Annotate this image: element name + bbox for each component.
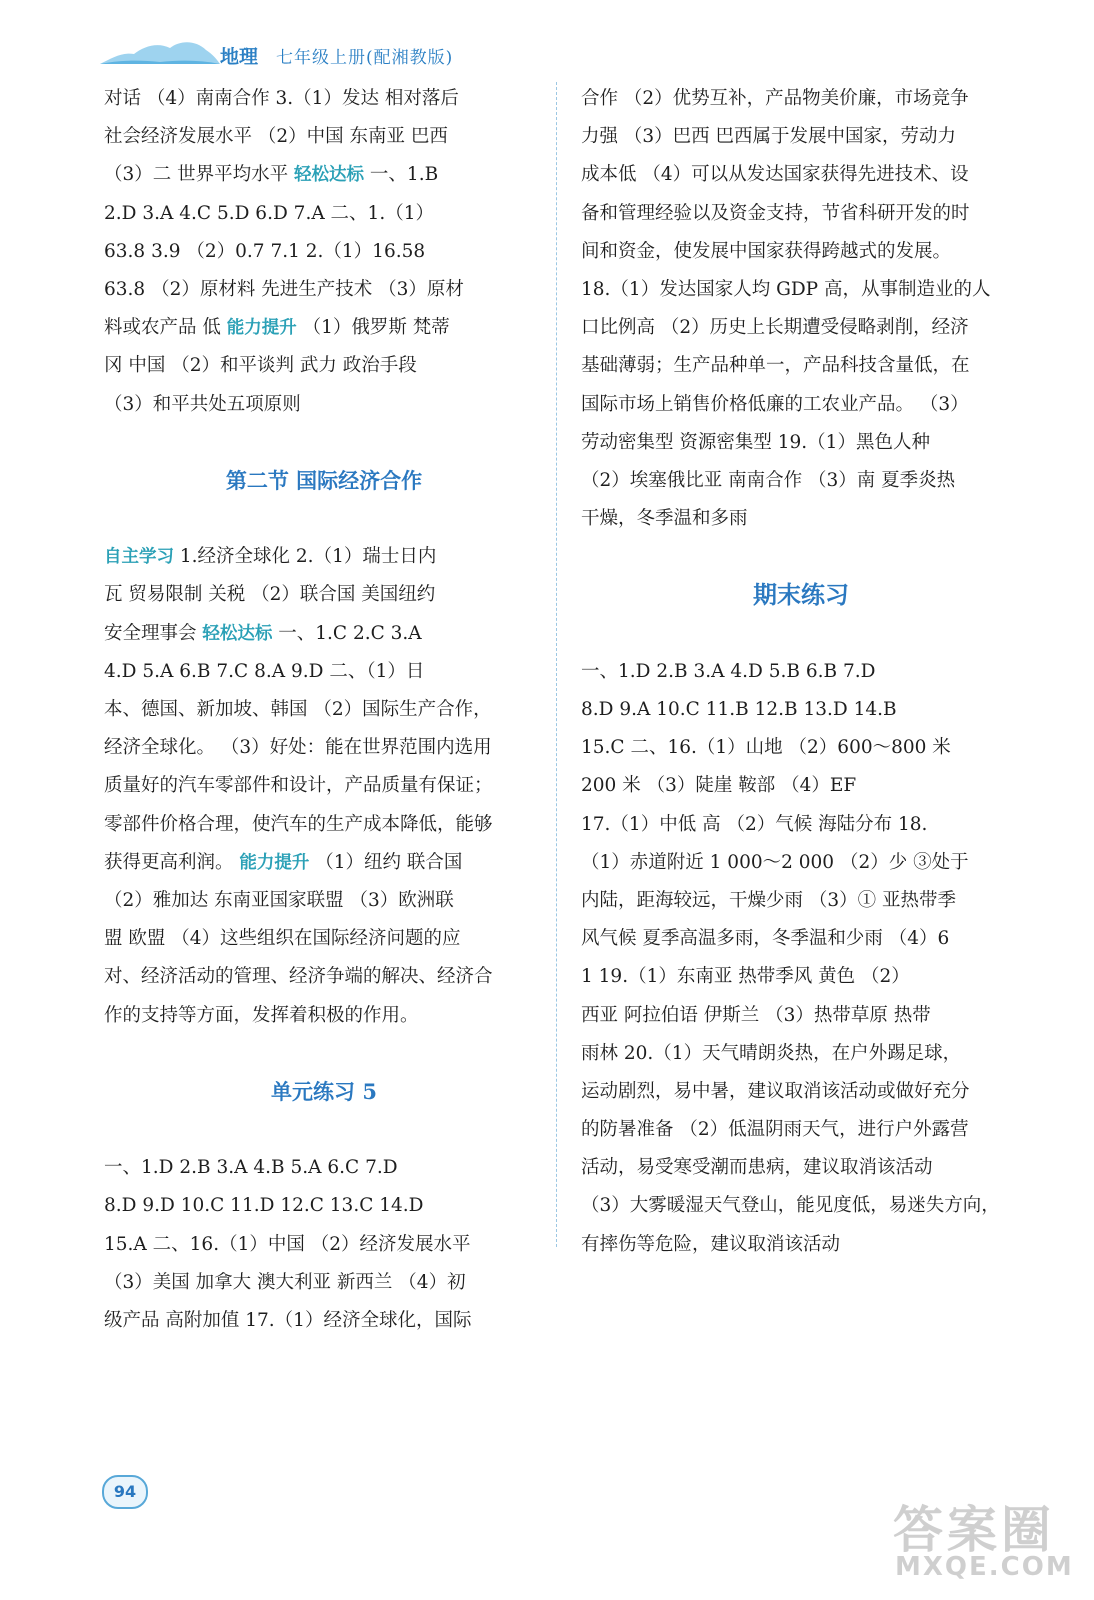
answer-text: 风气候 夏季高温多雨，冬季温和少雨 （4）6 (581, 928, 950, 950)
answer-line (581, 233, 1021, 271)
answer-text: 本、德国、新加坡、韩国 （2）国际生产合作， (104, 699, 492, 720)
answer-line (104, 691, 544, 729)
answer-line (104, 386, 544, 424)
answer-text: 作的支持等方面，发挥着积极的作用。 (104, 1004, 419, 1026)
answer-line (104, 882, 544, 920)
answer-line (104, 767, 544, 805)
right-lines-b (581, 653, 1021, 1264)
answer-text: 63.8 （2）原材料 先进生产技术 （3）原材 (104, 278, 464, 300)
answer-line (104, 1187, 544, 1225)
answer-text: 劳动密集型 资源密集型 19.（1）黑色人种 (581, 431, 930, 453)
answer-line (581, 806, 1021, 844)
answer-line (581, 1149, 1021, 1187)
answer-text: 冈 中国 （2）和平谈判 武力 政治手段 (104, 355, 417, 377)
answer-line (581, 500, 1021, 538)
subject-label: 地理 (220, 46, 259, 68)
answer-text: 国际市场上销售价格低廉的工农业产品。 （3） (581, 393, 969, 415)
answer-line (104, 806, 544, 844)
column-divider (556, 82, 557, 1247)
answer-text: 活动，易受寒受潮而患病，建议取消该活动 (581, 1157, 933, 1179)
answer-text: 经济全球化。 （3）好处：能在世界范围内选用 (104, 737, 492, 759)
answer-text: 质量好的汽车零部件和设计，产品质量有保证； (104, 775, 493, 797)
answer-text: 1.经济全球化 2.（1）瑞士日内 (174, 546, 437, 568)
answer-text: 17.（1）中低 高 （2）气候 海陆分布 18. (581, 813, 928, 835)
left-lines-c (104, 1149, 544, 1340)
answer-text: 运动剧烈，易中暑，建议取消该活动或做好充分 (581, 1080, 970, 1102)
section-label: 能力提升 (226, 318, 297, 339)
answer-text: （3）二 世界平均水平 (104, 164, 295, 186)
answer-line (104, 538, 544, 576)
answer-text: 间和资金，使发展中国家获得跨越式的发展。 (581, 240, 952, 262)
answer-line (104, 233, 544, 271)
answer-text: 料或农产品 低 (104, 317, 227, 339)
answer-text: 一、1.C 2.C 3.A (272, 622, 422, 644)
answer-text: 15.C 二、16.（1）山地 （2）600～800 米 (581, 737, 951, 759)
answer-line (581, 1111, 1021, 1149)
answer-text: 18.（1）发达国家人均 GDP 高，从事制造业的人 (581, 278, 991, 300)
section-title-unit-exercise: 单元练习 5 (271, 1078, 377, 1104)
answer-text: 备和管理经验以及资金支持，节省科研开发的时 (581, 202, 970, 224)
answer-line (104, 729, 544, 767)
answer-text: 力强 （3）巴西 巴西属于发展中国家，劳动力 (581, 126, 957, 148)
answer-line (581, 1187, 1021, 1225)
watermark-logo (893, 1490, 1073, 1590)
answer-text: （3）大雾暖湿天气登山，能见度低，易迷失方向， (581, 1195, 1000, 1217)
answer-text: 获得更高利润。 (104, 851, 240, 873)
answer-text: 2.D 3.A 4.C 5.D 6.D 7.A 二、1.（1） (104, 202, 434, 224)
answer-line (104, 653, 544, 691)
answer-text: 15.A 二、16.（1）中国 （2）经济发展水平 (104, 1233, 471, 1255)
section-label: 自主学习 (104, 547, 174, 568)
answer-line (581, 653, 1021, 691)
left-lines-b (104, 538, 544, 1034)
answer-text: （1）纽约 联合国 (309, 851, 463, 873)
answer-text: （1）赤道附近 1 000～2 000 （2）少 ③处于 (581, 851, 969, 873)
answer-line (581, 347, 1021, 385)
answer-text: 对、经济活动的管理、经济争端的解决、经济合 (104, 966, 493, 988)
answer-text: 对话 （4）南南合作 3.（1）发达 相对落后 (104, 88, 459, 109)
answer-line (104, 1302, 544, 1340)
answer-line (104, 309, 544, 347)
answer-line (104, 920, 544, 958)
page-header (100, 38, 540, 70)
section-label: 能力提升 (239, 852, 310, 873)
answer-line (581, 729, 1021, 767)
answer-text: 一、1.B (364, 164, 439, 186)
answer-line (581, 309, 1021, 347)
answer-line (581, 424, 1021, 462)
book-title: 七年级上册(配湘教版) (276, 48, 454, 68)
answer-text: 成本低 （4）可以从发达国家获得先进技术、设 (581, 164, 969, 186)
answer-text: （3）美国 加拿大 澳大利亚 新西兰 （4）初 (104, 1271, 466, 1293)
answer-text: 1 19.（1）东南亚 热带季风 黄色 （2） (581, 966, 910, 988)
answer-line (104, 156, 544, 194)
answer-line (581, 386, 1021, 424)
answer-text: 西亚 阿拉伯语 伊斯兰 （3）热带草原 热带 (581, 1004, 931, 1026)
answer-text: 零部件价格合理，使汽车的生产成本降低，能够 (104, 813, 493, 835)
answer-line (104, 615, 544, 653)
answer-text: 8.D 9.D 10.C 11.D 12.C 13.C 14.D (104, 1195, 424, 1217)
answer-text: 盟 欧盟 （4）这些组织在国际经济问题的应 (104, 928, 461, 950)
answer-text: 瓦 贸易限制 关税 （2）联合国 美国纽约 (104, 584, 436, 606)
answer-line (581, 844, 1021, 882)
answer-line (104, 80, 544, 118)
answer-text: 合作 （2）优势互补，产品物美价廉，市场竞争 (581, 88, 969, 109)
answer-text: （2）埃塞俄比亚 南南合作 （3）南 夏季炎热 (581, 469, 956, 491)
answer-line (581, 997, 1021, 1035)
answer-line (104, 1264, 544, 1302)
section-label: 轻松达标 (294, 165, 365, 186)
section-title-final-exercise: 期末练习 (753, 580, 849, 610)
watermark-text: 答案圈 (893, 1501, 1055, 1559)
answer-text: 200 米 （3）陡崖 鞍部 （4）EF (581, 775, 857, 797)
answer-line (581, 118, 1021, 156)
answer-text: 63.8 3.9 （2）0.7 7.1 2.（1）16.58 (104, 240, 426, 262)
answer-text: 安全理事会 (104, 622, 203, 644)
watermark-url: MXQE.COM (895, 1552, 1074, 1582)
answer-line (581, 462, 1021, 500)
answer-text: 干燥，冬季温和多雨 (581, 508, 748, 530)
hill-decoration-icon (100, 38, 220, 66)
answer-text: （3）和平共处五项原则 (104, 393, 301, 415)
answer-line (581, 195, 1021, 233)
section-label: 轻松达标 (202, 623, 273, 644)
answer-line (104, 118, 544, 156)
answer-text: 内陆，距海较远，干燥少雨 （3）① 亚热带季 (581, 889, 957, 911)
answer-line (104, 347, 544, 385)
answer-line (581, 80, 1021, 118)
answer-line (104, 271, 544, 309)
answer-line (581, 1073, 1021, 1111)
answer-line (104, 576, 544, 614)
answer-line (581, 882, 1021, 920)
answer-line (104, 1149, 544, 1187)
right-lines-a (581, 80, 1021, 538)
answer-line (581, 958, 1021, 996)
answer-line (104, 1226, 544, 1264)
section-title-international-cooperation: 第二节 国际经济合作 (225, 467, 423, 493)
answer-line (581, 1226, 1021, 1264)
left-column (104, 80, 544, 1340)
answer-text: 4.D 5.A 6.B 7.C 8.A 9.D 二、（1）日 (104, 660, 425, 682)
page-number: 94 (102, 1475, 148, 1509)
answer-line (581, 691, 1021, 729)
answer-text: 口比例高 （2）历史上长期遭受侵略剥削，经济 (581, 317, 969, 339)
answer-line (581, 271, 1021, 309)
answer-line (581, 156, 1021, 194)
answer-text: （2）雅加达 东南亚国家联盟 （3）欧洲联 (104, 889, 454, 911)
answer-text: 的防暑准备 （2）低温阴雨天气，进行户外露营 (581, 1119, 969, 1141)
answer-line (104, 844, 544, 882)
answer-line (581, 920, 1021, 958)
answer-text: 有摔伤等危险，建议取消该活动 (581, 1233, 841, 1255)
answer-text: 雨林 20.（1）天气晴朗炎热，在户外踢足球， (581, 1042, 962, 1064)
answer-text: 一、1.D 2.B 3.A 4.B 5.A 6.C 7.D (104, 1157, 398, 1179)
answer-text: 级产品 高附加值 17.（1）经济全球化，国际 (104, 1310, 472, 1331)
answer-text: 一、1.D 2.B 3.A 4.D 5.B 6.B 7.D (581, 660, 876, 682)
answer-line (581, 1035, 1021, 1073)
answer-text: 社会经济发展水平 （2）中国 东南亚 巴西 (104, 126, 448, 148)
answer-text: （1）俄罗斯 梵蒂 (296, 317, 450, 339)
answer-line (104, 958, 544, 996)
answer-line (104, 195, 544, 233)
answer-text: 8.D 9.A 10.C 11.B 12.B 13.D 14.B (581, 699, 897, 720)
answer-line (581, 767, 1021, 805)
answer-text: 基础薄弱；生产品种单一，产品科技含量低，在 (581, 355, 970, 377)
right-column (581, 80, 1021, 1264)
answer-line (104, 997, 544, 1035)
left-lines-a (104, 80, 544, 424)
